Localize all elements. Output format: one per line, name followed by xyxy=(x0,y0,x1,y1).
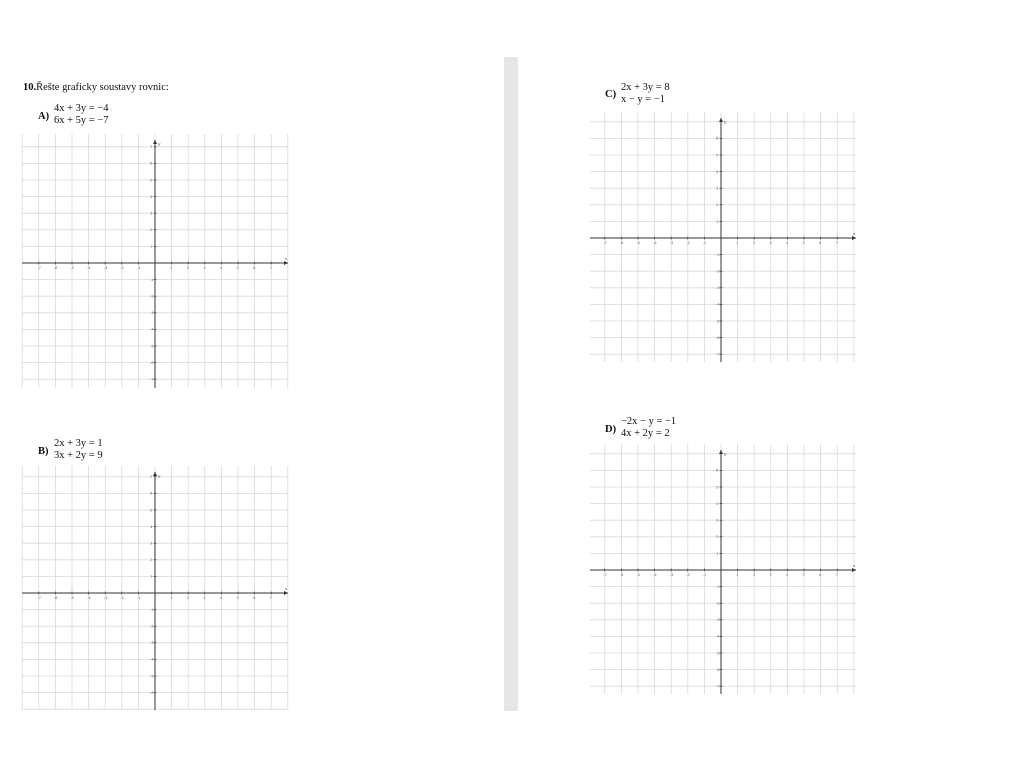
x-axis-label: x xyxy=(285,586,288,591)
y-tick-label: 2 xyxy=(150,558,153,563)
y-tick-label: -5 xyxy=(716,319,720,324)
x-tick-label: 7 xyxy=(835,573,838,577)
y-axis-label: y xyxy=(158,141,161,146)
x-tick-label: -5 xyxy=(70,266,75,270)
x-tick-label: 5 xyxy=(802,573,805,577)
x-tick-label: 3 xyxy=(203,266,206,270)
equation: 4x + 3y = −4 xyxy=(54,103,109,114)
x-tick-label: 7 xyxy=(835,241,838,245)
problem-b-label: B) xyxy=(38,446,49,457)
y-tick-label: 4 xyxy=(150,524,153,529)
y-tick-label: 6 xyxy=(716,136,719,141)
y-tick-label: -5 xyxy=(150,344,154,349)
y-tick-label: 5 xyxy=(150,508,153,513)
y-tick-label: 1 xyxy=(716,219,719,224)
x-tick-label: 5 xyxy=(236,266,239,270)
x-tick-label: -3 xyxy=(669,241,674,245)
y-tick-label: 3 xyxy=(716,186,719,191)
x-tick-label: 4 xyxy=(785,573,789,577)
y-tick-label: 1 xyxy=(150,574,153,579)
problem-d-equations xyxy=(621,416,676,440)
y-tick-label: 3 xyxy=(150,211,153,216)
y-tick-label: -6 xyxy=(150,360,154,365)
x-tick-label: 7 xyxy=(269,596,272,600)
y-tick-label: 1 xyxy=(150,244,153,249)
y-tick-label: -5 xyxy=(716,651,720,656)
x-tick-label: -4 xyxy=(653,573,657,577)
x-tick-label: 4 xyxy=(785,241,789,245)
x-tick-label: -7 xyxy=(37,596,41,600)
x-tick-label: -5 xyxy=(70,596,75,600)
x-tick-label: 1 xyxy=(170,266,173,270)
y-tick-label: 2 xyxy=(716,535,719,540)
x-axis-label: x xyxy=(285,256,288,261)
y-tick-label: -3 xyxy=(716,618,720,623)
x-tick-label: 3 xyxy=(769,573,772,577)
x-tick-label: 2 xyxy=(752,573,755,577)
x-tick-label: 6 xyxy=(253,266,256,270)
y-axis-label: y xyxy=(724,451,727,456)
x-tick-label: -1 xyxy=(702,241,707,245)
problem-b-equations xyxy=(54,438,103,462)
y-tick-label: 2 xyxy=(150,228,153,233)
y-axis-arrow xyxy=(153,140,157,144)
y-tick-label: 3 xyxy=(150,541,153,546)
y-tick-label: -1 xyxy=(716,584,720,589)
y-tick-label: 1 xyxy=(716,551,719,556)
y-tick-label: -4 xyxy=(150,657,154,662)
x-tick-label: 6 xyxy=(253,596,256,600)
exercise-number: 10. xyxy=(23,82,37,93)
y-tick-label: -1 xyxy=(150,277,154,282)
y-tick-label: 5 xyxy=(716,485,719,490)
x-tick-label: -2 xyxy=(686,241,690,245)
x-tick-label: -6 xyxy=(619,573,624,577)
exercise-instruction: Řešte graficky soustavy rovnic: xyxy=(36,82,169,93)
y-tick-label: -3 xyxy=(716,286,720,291)
y-tick-label: 2 xyxy=(716,203,719,208)
x-tick-label: 5 xyxy=(802,241,805,245)
x-tick-label: -5 xyxy=(636,573,641,577)
equation: 4x + 2y = 2 xyxy=(621,428,670,439)
equation: 6x + 5y = −7 xyxy=(54,115,109,126)
x-tick-label: -3 xyxy=(103,266,108,270)
graph-c xyxy=(590,112,856,362)
y-tick-label: -7 xyxy=(716,352,720,357)
x-tick-label: -4 xyxy=(653,241,657,245)
y-tick-label: -1 xyxy=(150,607,154,612)
equation: 2x + 3y = 1 xyxy=(54,438,103,449)
x-tick-label: -6 xyxy=(53,596,58,600)
equation: 3x + 2y = 9 xyxy=(54,450,103,461)
x-tick-label: 5 xyxy=(236,596,239,600)
x-tick-label: -4 xyxy=(87,266,91,270)
x-tick-label: 4 xyxy=(219,596,223,600)
x-tick-label: -6 xyxy=(619,241,624,245)
y-tick-label: -7 xyxy=(150,377,154,382)
page-gutter xyxy=(504,57,518,711)
y-tick-label: 4 xyxy=(150,194,153,199)
y-tick-label: -3 xyxy=(150,311,154,316)
x-tick-label: -3 xyxy=(103,596,108,600)
x-axis-label: x xyxy=(853,563,856,568)
x-tick-label: -7 xyxy=(603,241,607,245)
x-tick-label: -6 xyxy=(53,266,58,270)
y-tick-label: -6 xyxy=(150,690,154,695)
x-tick-label: 3 xyxy=(203,596,206,600)
y-tick-label: 4 xyxy=(716,501,719,506)
y-tick-label: 7 xyxy=(150,145,153,150)
y-tick-label: -5 xyxy=(150,674,154,679)
y-tick-label: -2 xyxy=(150,294,154,299)
problem-a-equations xyxy=(54,103,109,127)
graph-a xyxy=(22,134,288,388)
y-tick-label: -6 xyxy=(716,335,720,340)
x-tick-label: 2 xyxy=(186,596,189,600)
y-tick-label: -2 xyxy=(150,624,154,629)
y-tick-label: -4 xyxy=(716,634,720,639)
y-tick-label: 4 xyxy=(716,169,719,174)
y-tick-label: -1 xyxy=(716,252,720,257)
x-tick-label: -2 xyxy=(120,596,124,600)
graph-b xyxy=(22,466,288,710)
x-tick-label: -7 xyxy=(37,266,41,270)
x-tick-label: -4 xyxy=(87,596,91,600)
x-tick-label: 1 xyxy=(736,573,739,577)
x-axis-label: x xyxy=(853,231,856,236)
equation: x − y = −1 xyxy=(621,94,666,105)
x-tick-label: -2 xyxy=(686,573,690,577)
x-tick-label: 3 xyxy=(769,241,772,245)
x-tick-label: -1 xyxy=(136,596,141,600)
x-tick-label: 1 xyxy=(170,596,173,600)
equation: −2x − y = −1 xyxy=(621,416,677,427)
problem-d-label: D) xyxy=(605,424,617,435)
problem-a-label: A) xyxy=(38,111,50,122)
x-tick-label: -1 xyxy=(136,266,141,270)
exercise-heading xyxy=(23,82,169,93)
y-axis-arrow xyxy=(153,472,157,476)
x-tick-label: -3 xyxy=(669,573,674,577)
x-tick-label: 1 xyxy=(736,241,739,245)
x-tick-label: -5 xyxy=(636,241,641,245)
y-axis-label: y xyxy=(158,473,161,478)
graph-d xyxy=(590,444,856,694)
y-tick-label: -3 xyxy=(150,641,154,646)
y-tick-label: 5 xyxy=(150,178,153,183)
equation: 2x + 3y = 8 xyxy=(621,82,670,93)
y-axis-arrow xyxy=(719,450,723,454)
problem-c-label: C) xyxy=(605,89,617,100)
problem-c-equations xyxy=(621,82,670,106)
y-tick-label: 3 xyxy=(716,518,719,523)
y-tick-label: -2 xyxy=(716,269,720,274)
x-tick-label: 7 xyxy=(269,266,272,270)
y-tick-label: -7 xyxy=(716,684,720,689)
y-tick-label: -2 xyxy=(716,601,720,606)
x-tick-label: -2 xyxy=(120,266,124,270)
y-tick-label: 6 xyxy=(150,491,153,496)
y-tick-label: 6 xyxy=(150,161,153,166)
y-axis-arrow xyxy=(719,118,723,122)
x-tick-label: -1 xyxy=(702,573,707,577)
y-tick-label: 6 xyxy=(716,468,719,473)
y-tick-label: -4 xyxy=(716,302,720,307)
x-tick-label: 2 xyxy=(752,241,755,245)
y-axis-label: y xyxy=(724,119,727,124)
x-tick-label: 2 xyxy=(186,266,189,270)
y-tick-label: -4 xyxy=(150,327,154,332)
x-tick-label: 6 xyxy=(819,573,822,577)
y-tick-label: -6 xyxy=(716,667,720,672)
x-tick-label: 6 xyxy=(819,241,822,245)
x-tick-label: 4 xyxy=(219,266,223,270)
x-tick-label: -7 xyxy=(603,573,607,577)
y-tick-label: 7 xyxy=(150,475,153,480)
y-tick-label: 5 xyxy=(716,153,719,158)
